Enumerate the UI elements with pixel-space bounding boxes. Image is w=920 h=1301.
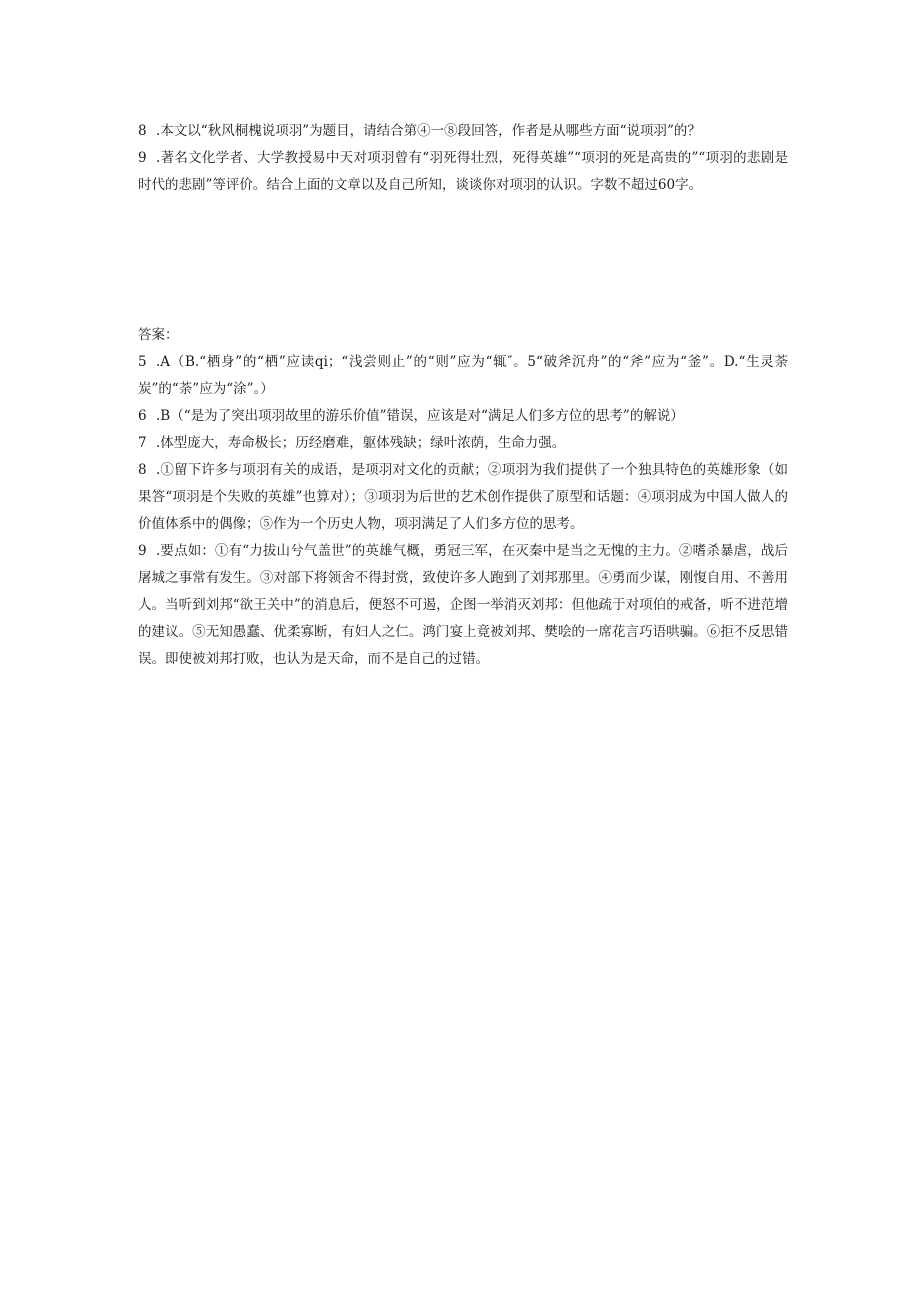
- question-number: 9: [138, 150, 147, 166]
- answer-8: [138, 457, 788, 538]
- answer-text: .要点如：①有“力拔山兮气盖世”的英雄气概，勇冠三军，在灭秦中是当之无愧的主力。②嗜杀暴虐，战后屠城之事常有发生。③对部下将领舍不得封赏，致使许多人跑到了刘邦那里。④勇而少谋，刚愎自用、不善用人。当听到刘邦“欲王关中”的消息后，便怒不可遏，企图一举消灭刘邦：但他疏于对项伯的戒备，听不进范增的建议。⑤无知愚蠢、优柔寡断，有妇人之仁。鸿门宴上竟被刘邦、樊哙的一席花言巧语哄骗。⑥拒不反思错误。即使被刘邦打败，也认为是天命，而不是自己的过错。: [138, 543, 788, 667]
- answer-text: .体型庞大，寿命极长；历经磨难，躯体残缺；绿叶浓荫，生命力强。: [156, 435, 566, 451]
- answer-number: 9: [138, 543, 147, 559]
- answer-9: [138, 538, 788, 673]
- answer-number: 5: [138, 354, 147, 370]
- answers-label: 答案：: [138, 327, 179, 343]
- answer-text: .A（B.“栖身”的“栖”应读qi；“浅尝则止”的“则”应为“辄″。5“破斧沉舟”的“斧”应为“釜”。D.“生灵荼炭”的“荼”应为“涂”。）: [138, 354, 788, 397]
- question-number: 8: [138, 123, 147, 139]
- answers-section: [138, 322, 788, 673]
- question-9: [138, 145, 788, 199]
- answer-text: .①留下许多与项羽有关的成语，是项羽对文化的贡献；②项羽为我们提供了一个独具特色的英雄形象（如果答“项羽是个失败的英雄”也算对）；③项羽为后世的艺术创作提供了原型和话题：④项羽成为中国人做人的价值体系中的偶像；⑤作为一个历史人物，项羽满足了人们多方位的思考。: [138, 462, 788, 532]
- answer-7: [138, 430, 788, 457]
- question-text: .著名文化学者、大学教授易中天对项羽曾有“羽死得壮烈，死得英雄”“项羽的死是高贵的”“项羽的悲剧是时代的悲剧”等评价。结合上面的文章以及自己所知，谈谈你对项羽的认识。字数不超过60字。: [138, 150, 788, 193]
- answer-6: [138, 403, 788, 430]
- answer-text: .B（“是为了突出项羽故里的游乐价值”错误，应该是对“满足人们多方位的思考”的解说）: [156, 408, 684, 424]
- question-8: [138, 118, 788, 145]
- answer-5: [138, 349, 788, 403]
- answer-number: 7: [138, 435, 147, 451]
- questions-section: [138, 118, 788, 199]
- answer-number: 8: [138, 462, 147, 478]
- question-text: .本文以“秋风桐槐说项羽”为题目，请结合第④一⑧段回答，作者是从哪些方面“说项羽”的？: [156, 123, 701, 139]
- answer-number: 6: [138, 408, 147, 424]
